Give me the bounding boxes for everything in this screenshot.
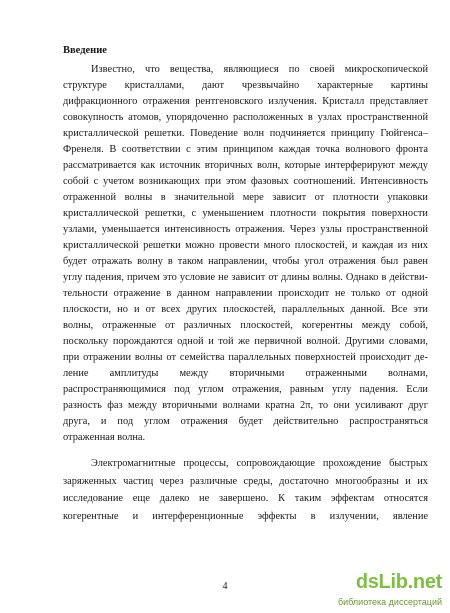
text-line: дифракционного отражения рентгеновского излучения. Кристалл представляет: [63, 96, 428, 107]
text-line: рассматривается как источник вторичных волн, которые интерферируют между: [63, 160, 428, 171]
text-line: Известно, что вещества, являющиеся по своей микроскопической: [91, 64, 428, 75]
watermark-subtitle: библиотека диссертаций: [337, 597, 442, 607]
text-line: волны, отраженные от различных плоскостей, когерентны между собой,: [63, 320, 428, 331]
page-number: 4: [222, 581, 228, 592]
text-line: структуре кристаллами, дают чрезвычайно характерные картины: [63, 80, 428, 91]
text-line: кристаллической решетки можно провести много плоскостей, и каждая из них: [63, 240, 428, 251]
text-line: тельности отражение в данном направлении происходит не только от одной: [63, 288, 428, 299]
text-line: узлами, уменьшается интенсивность отражения. Через узлы пространственной: [63, 224, 428, 235]
text-line: кристаллической решетки. Поведение волн подчиняется принципу Гюйгенса–: [63, 128, 428, 139]
text-line: будет отражать волну в таком направлении, чтобы угол отражения был равен: [63, 256, 428, 267]
text-line: когерентные и интерференционные эффекты в излучении, явление: [63, 510, 428, 522]
section-heading: Введение: [63, 45, 107, 56]
text-line: распространяющимися под углом отражения, равным углу падения. Если: [63, 384, 428, 395]
text-line: кристаллической решетки, с уменьшением плотности покрытия поверхности: [63, 208, 428, 219]
text-line: отраженная волна.: [63, 432, 146, 443]
watermark-logo[interactable]: dsLib.net: [355, 571, 442, 593]
watermark[interactable]: [324, 571, 442, 609]
text-line: Френеля. В соответствии с этим принципом каждая точка волнового фронта: [63, 144, 428, 155]
text-line: совокупность атомов, упорядоченно расположенных в узлах пространственной: [63, 112, 428, 123]
text-line: Электромагнитные процессы, сопровождающие прохождение быстрых: [91, 458, 428, 469]
text-line: ление амплитуды между вторичными отраженными волнами,: [63, 368, 428, 379]
text-line: плоскости, но и от всех других плоскостей, параллельных данной. Все эти: [63, 304, 428, 315]
text-line: заряженных частиц через различные среды, достаточно многообразны и их: [63, 475, 428, 487]
text-line: углу падения, причем это условие не зависит от длины волны. Однако в действи-: [63, 272, 428, 283]
text-line: при отражении волны от семейства параллельных поверхностей происходит де-: [63, 352, 428, 363]
text-line: друга, и под углом отражения будет действительно распространяться: [63, 416, 428, 427]
text-line: разность фаз между вторичными волнами кратна 2π, то они усиливают друг: [63, 400, 428, 411]
text-line: собой с учетом возникающих при этом фазовых соотношений. Интенсивность: [63, 176, 428, 187]
text-line: поскольку порождаются одной и той же первичной волной. Другими словами,: [63, 336, 428, 347]
text-line: отраженной волны в значительной мере зависит от плотности упаковки: [63, 192, 428, 203]
text-line: исследование еще далеко не завершено. К таким эффектам относятся: [63, 493, 428, 504]
